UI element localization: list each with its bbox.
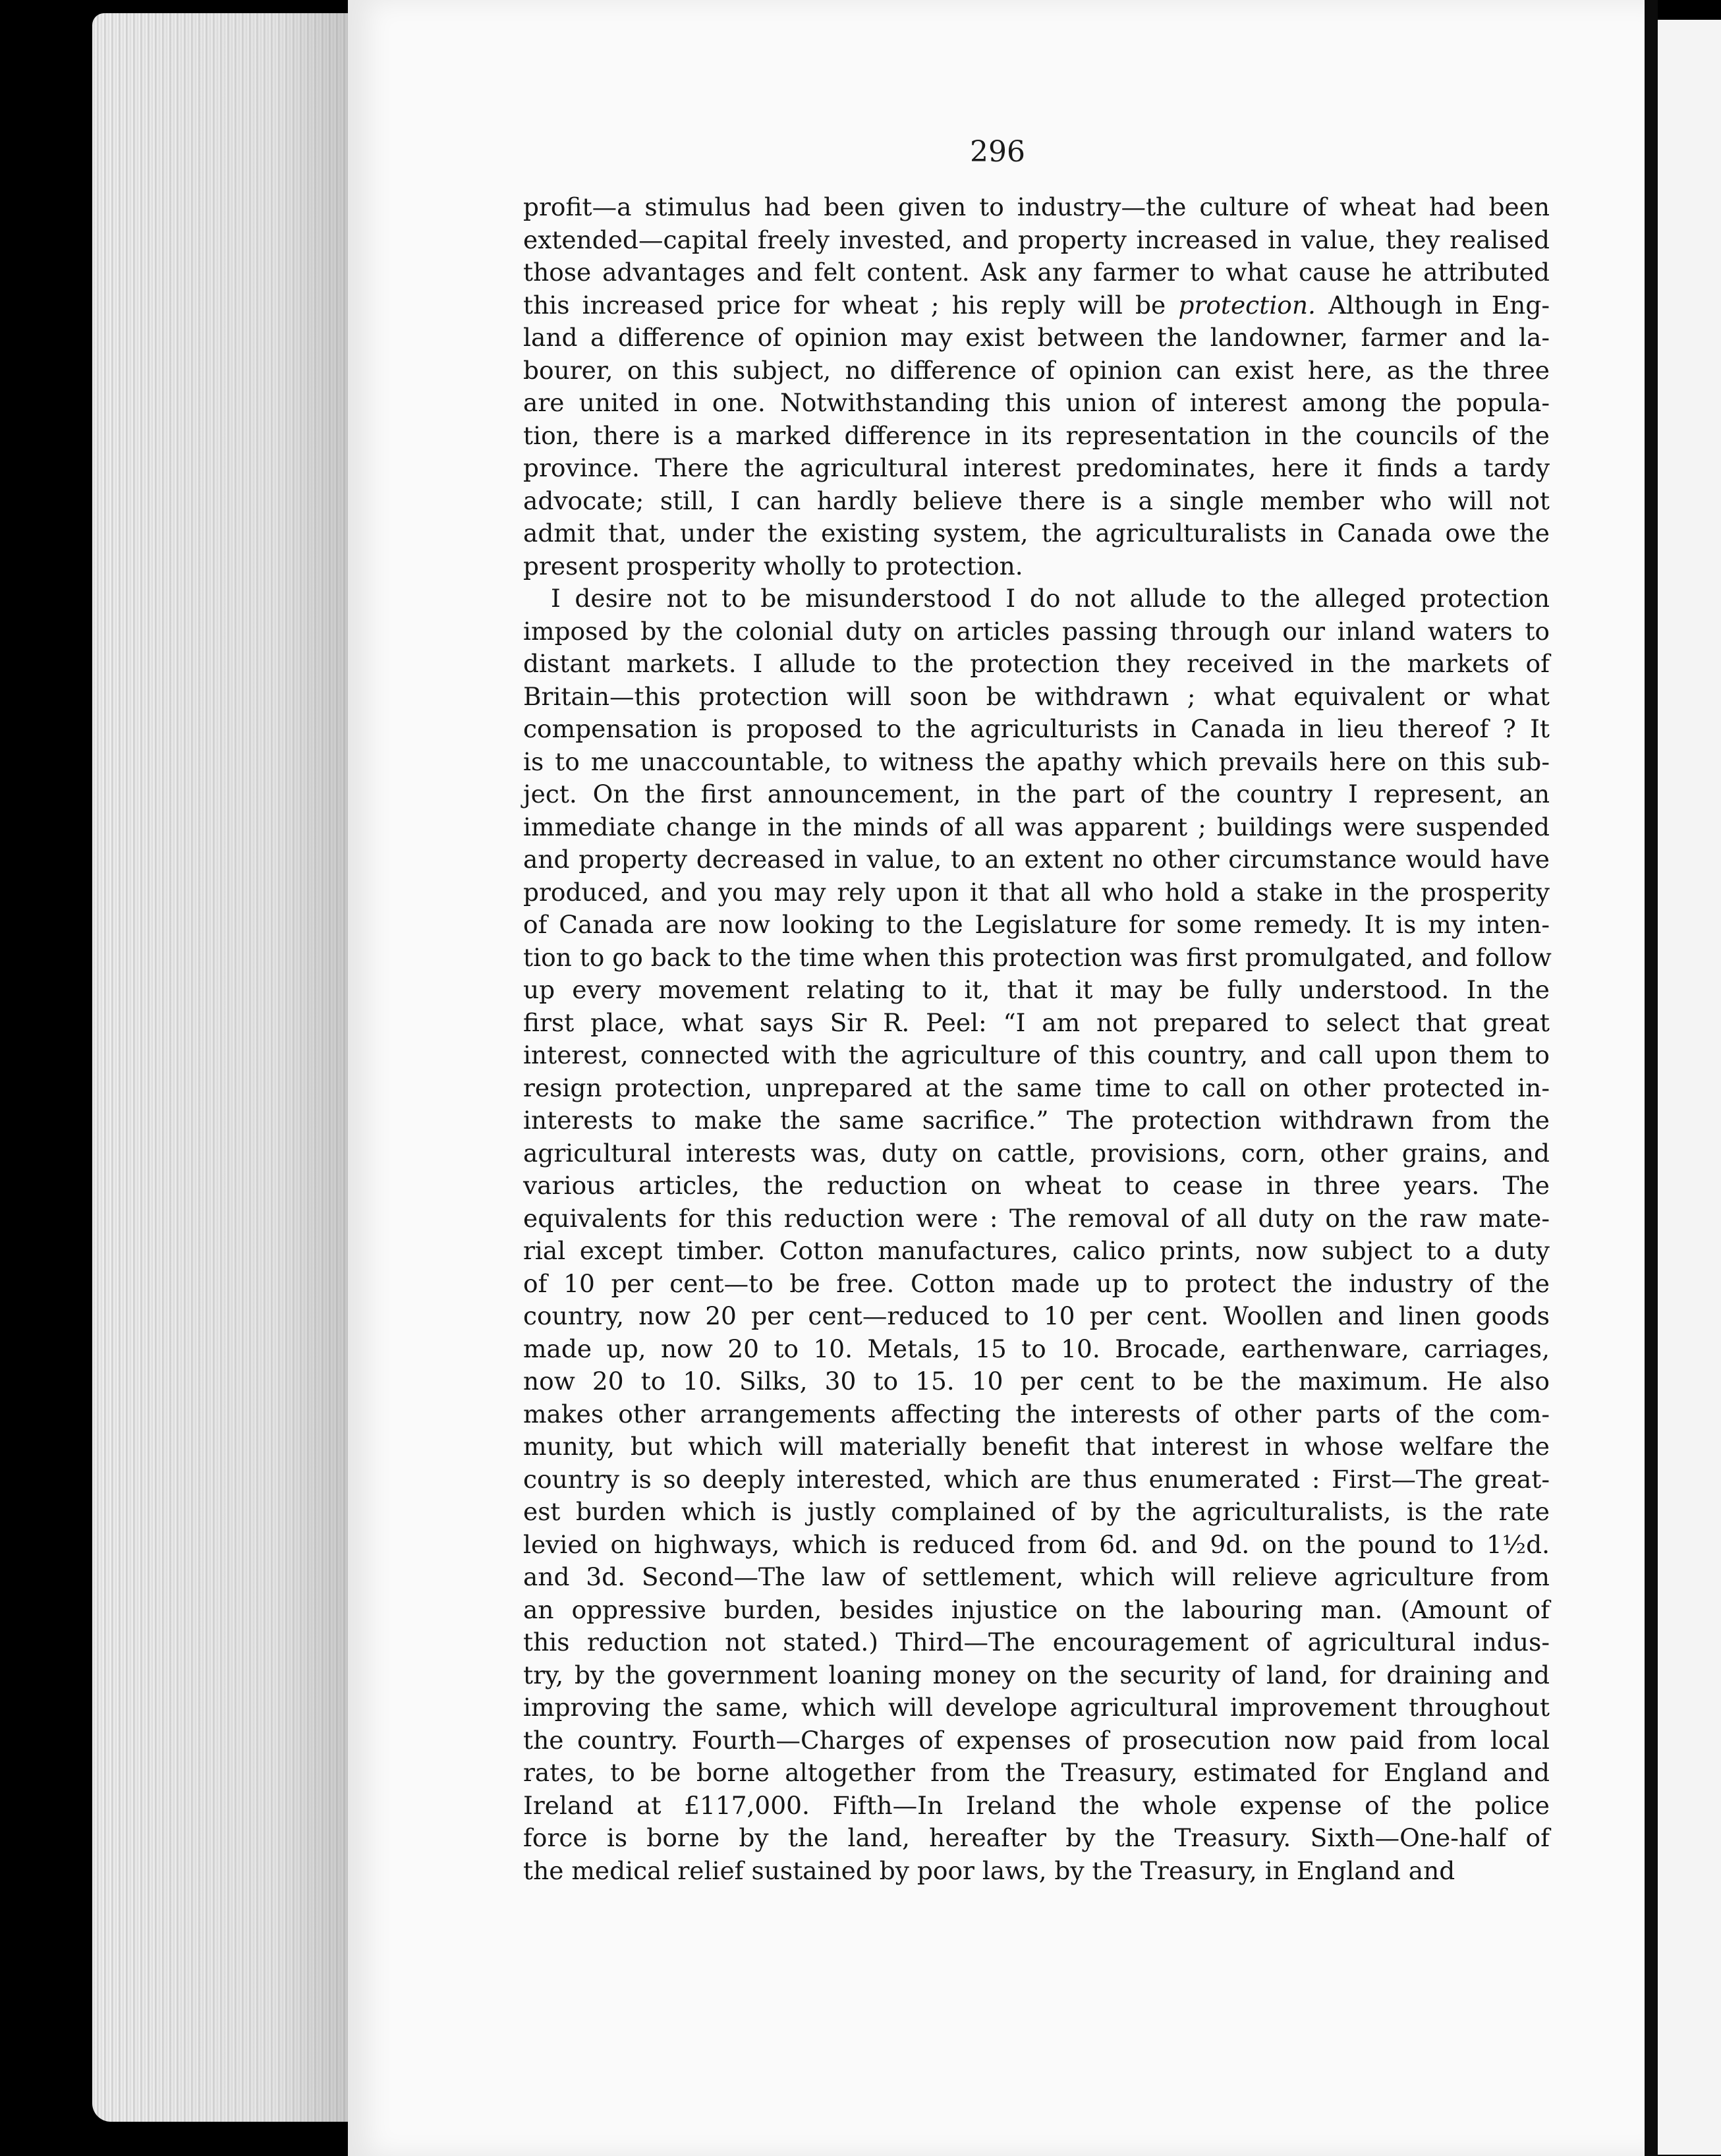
- text-line: profit—a stimulus had been given to industry—the culture of wheat had been: [523, 192, 1550, 221]
- book-gutter: [1645, 0, 1658, 2156]
- scanned-page: [348, 0, 1647, 2156]
- text-line: resign protection, unprepared at the same time to call on other protected in-: [523, 1073, 1550, 1102]
- text-line: munity, but which will materially benefit that interest in whose welfare the: [523, 1432, 1550, 1461]
- text-line: and 3d. Second—The law of settlement, which will relieve agriculture from: [523, 1562, 1550, 1591]
- text-line: agricultural interests was, duty on cattle, provisions, corn, other grains, and: [523, 1138, 1550, 1168]
- text-line: of 10 per cent—to be free. Cotton made up to protect the industry of the: [523, 1268, 1550, 1298]
- body-text: [523, 191, 1550, 1887]
- emphasis: protection.: [1178, 290, 1316, 320]
- text-line: distant markets. I allude to the protection they received in the markets of: [523, 649, 1550, 678]
- text-line: province. There the agricultural interest predominates, here it finds a tardy: [523, 453, 1550, 482]
- book-page-edges-shading: [92, 13, 356, 2122]
- adjacent-page-sliver: [1658, 20, 1721, 2155]
- text-line: Ireland at £117,000. Fifth—In Ireland the whole expense of the police: [523, 1790, 1550, 1820]
- text-line: advocate; still, I can hardly believe there is a single member who will not: [523, 486, 1550, 515]
- text-line: present prosperity wholly to protection.: [523, 551, 1023, 581]
- text-line: compensation is proposed to the agriculturists in Canada in lieu thereof ? It: [523, 714, 1550, 743]
- text-line: force is borne by the land, hereafter by the Treasury. Sixth—One-half of: [523, 1823, 1550, 1852]
- text-line: tion, there is a marked difference in its representation in the councils of the: [523, 420, 1550, 450]
- text-line: I desire not to be misunderstood I do not allude to the alleged protection: [551, 584, 1550, 613]
- text-line: tion to go back to the time when this protection was first promulgated, and follow: [523, 942, 1552, 972]
- text-line: rial except timber. Cotton manufactures, calico prints, now subject to a duty: [523, 1236, 1550, 1265]
- text-line: up every movement relating to it, that it may be fully understood. In the: [523, 975, 1550, 1004]
- text-line: produced, and you may rely upon it that all who hold a stake in the prosperity: [523, 877, 1550, 907]
- text-line: ject. On the first announcement, in the part of the country I represent, an: [523, 780, 1550, 808]
- text-line: imposed by the colonial duty on articles passing through our inland waters to: [523, 616, 1550, 646]
- text-line: rates, to be borne altogether from the Treasury, estimated for England and: [523, 1758, 1550, 1787]
- text-line: of Canada are now looking to the Legislature for some remedy. It is my inten-: [523, 910, 1550, 939]
- text-line: and property decreased in value, to an extent no other circumstance would have: [523, 845, 1550, 874]
- text-line: this reduction not stated.) Third—The encouragement of agricultural indus-: [523, 1628, 1550, 1657]
- text-line: levied on highways, which is reduced from 6d. and 9d. on the pound to 1½d.: [523, 1529, 1550, 1559]
- text-line: country is so deeply interested, which are thus enumerated : First—The great-: [523, 1464, 1550, 1494]
- text-line: immediate change in the minds of all was apparent ; buildings were suspended: [523, 812, 1550, 841]
- text-line: are united in one. Notwithstanding this union of interest among the popula-: [523, 388, 1550, 417]
- page-number: 296: [970, 135, 1025, 169]
- text-line: bourer, on this subject, no difference of opinion can exist here, as the three: [523, 355, 1550, 385]
- text-line: country, now 20 per cent—reduced to 10 per cent. Woollen and linen goods: [523, 1301, 1550, 1330]
- text-line: those advantages and felt content. Ask any farmer to what cause he attributed: [523, 258, 1550, 287]
- text-line: now 20 to 10. Silks, 30 to 15. 10 per cent to be the maximum. He also: [523, 1367, 1550, 1396]
- text-line: various articles, the reduction on wheat to cease in three years. The: [523, 1171, 1550, 1200]
- text-line: equivalents for this reduction were : The removal of all duty on the raw mate-: [523, 1203, 1550, 1233]
- text-line: this increased price for wheat ; his reply will be protection. Although in Eng-: [523, 290, 1550, 320]
- text-line: interest, connected with the agriculture of this country, and call upon them to: [523, 1040, 1550, 1069]
- text-line: land a difference of opinion may exist between the landowner, farmer and la-: [523, 323, 1550, 352]
- text-line: makes other arrangements affecting the interests of other parts of the com-: [523, 1399, 1550, 1429]
- text-line: an oppressive burden, besides injustice on the labouring man. (Amount of: [523, 1595, 1550, 1624]
- text-line: extended—capital freely invested, and property increased in value, they realised: [523, 225, 1550, 254]
- text-line: made up, now 20 to 10. Metals, 15 to 10. Brocade, earthenware, carriages,: [523, 1334, 1550, 1363]
- text-line: Britain—this protection will soon be withdrawn ; what equivalent or what: [523, 681, 1550, 711]
- text-line: interests to make the same sacrifice.” The protection withdrawn from the: [523, 1106, 1550, 1135]
- text-line: is to me unaccountable, to witness the apathy which prevails here on this sub-: [523, 747, 1550, 776]
- text-line: est burden which is justly complained of by the agriculturalists, is the rate: [523, 1497, 1550, 1526]
- text-line: the country. Fourth—Charges of expenses of prosecution now paid from local: [523, 1725, 1550, 1755]
- text-line: first place, what says Sir R. Peel: “I am not prepared to select that great: [523, 1007, 1550, 1037]
- text-line: improving the same, which will develope agricultural improvement throughout: [523, 1693, 1550, 1722]
- text-line: try, by the government loaning money on the security of land, for draining and: [523, 1660, 1550, 1689]
- text-line: the medical relief sustained by poor laws, by the Treasury, in England and: [523, 1856, 1455, 1885]
- text-line: admit that, under the existing system, the agriculturalists in Canada owe the: [523, 519, 1550, 548]
